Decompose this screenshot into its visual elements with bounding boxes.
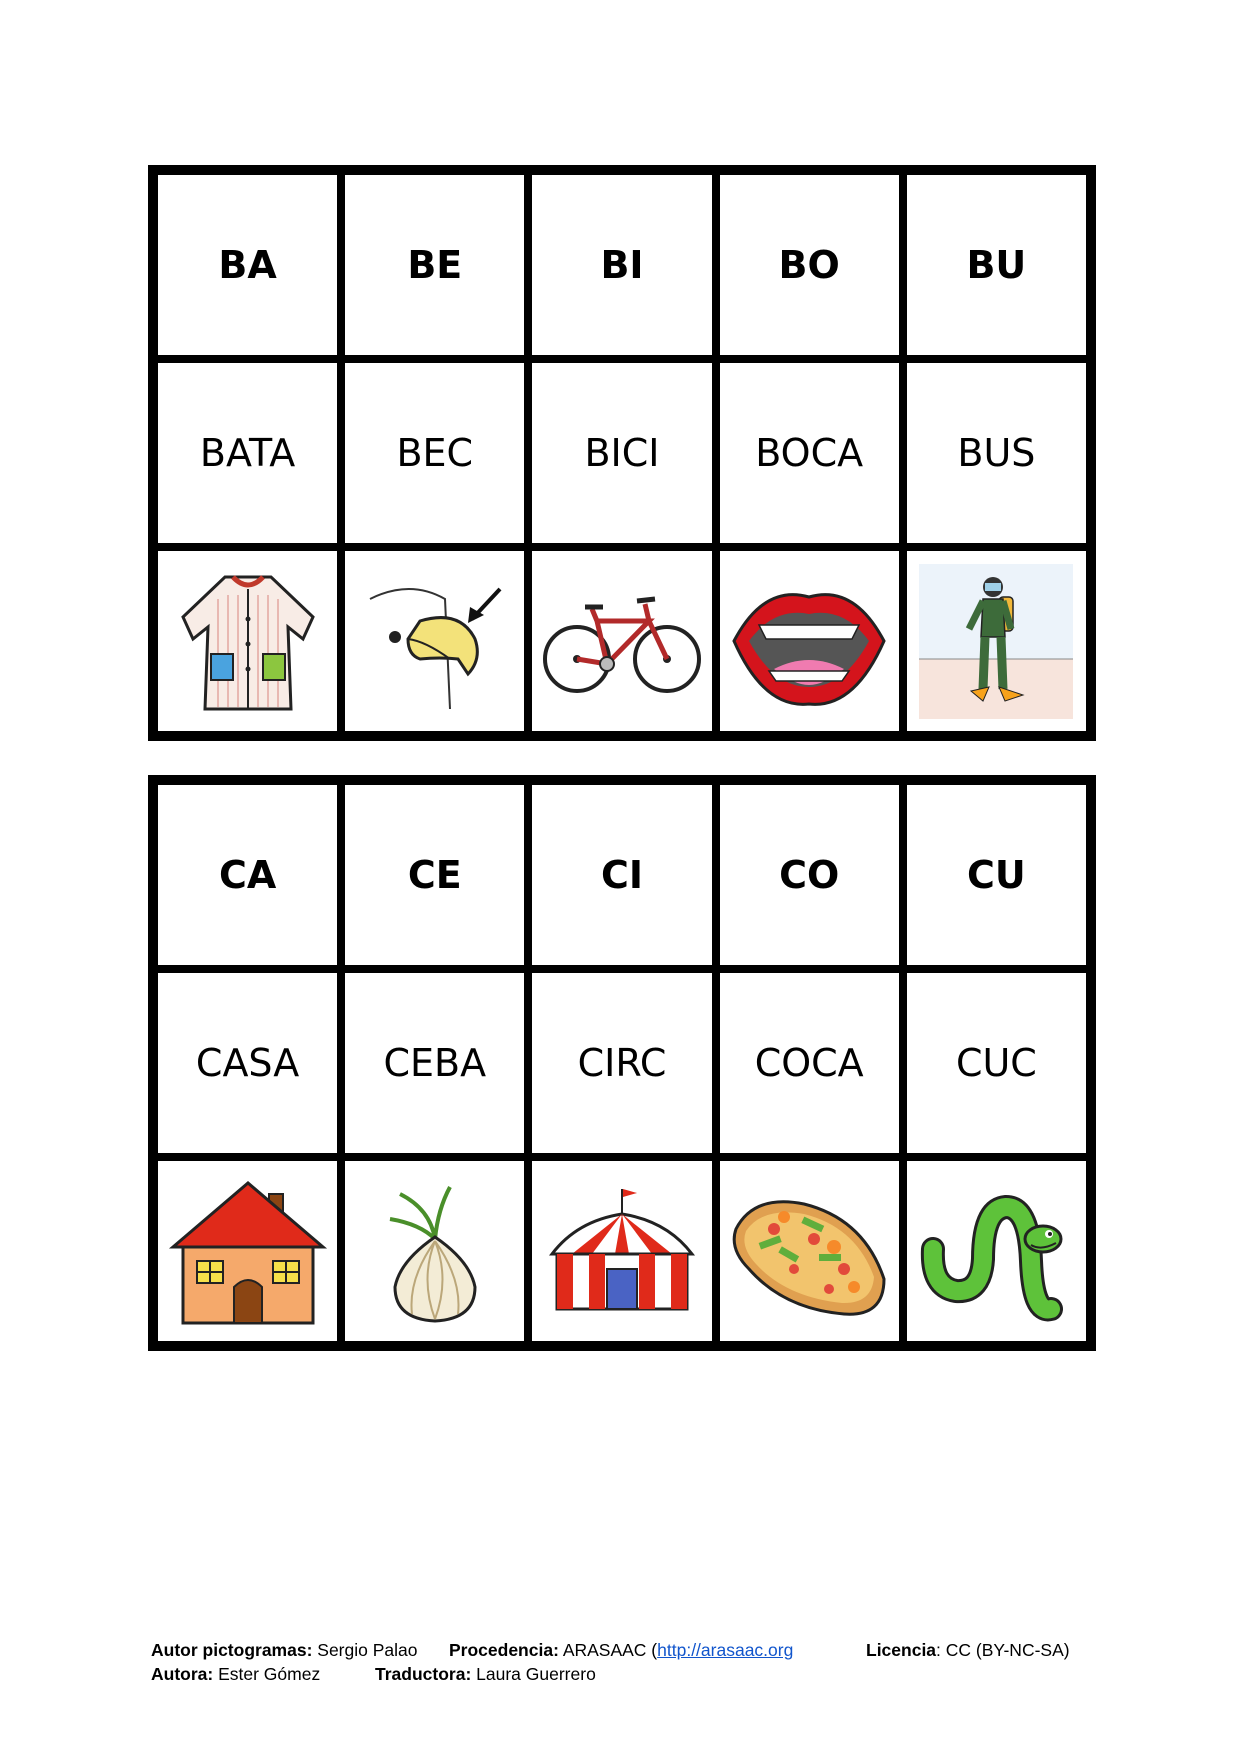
syllable-bi: BI: [600, 243, 644, 287]
picture-cell: [716, 547, 903, 735]
traductora-value: Laura Guerrero: [476, 1664, 596, 1684]
word-cell: [154, 359, 341, 547]
word-casa: CASA: [195, 1041, 300, 1085]
word-bus: BUS: [957, 431, 1036, 475]
syllable-co: CO: [779, 853, 840, 897]
word-bici: BICI: [584, 431, 660, 475]
syllable-cell: [903, 781, 1090, 969]
procedencia-label: Procedencia:: [449, 1640, 559, 1660]
word-bec: BEC: [396, 431, 474, 475]
house-icon: [163, 1169, 333, 1334]
coca-pizza-icon: [724, 1169, 894, 1334]
word-cell: [528, 969, 715, 1157]
word-circ: CIRC: [577, 1041, 667, 1085]
diver-icon: [911, 559, 1081, 724]
circus-tent-icon: [537, 1169, 707, 1334]
syllable-cell: [716, 171, 903, 359]
syllable-ce: CE: [407, 853, 462, 897]
word-bata: BATA: [199, 431, 296, 475]
word-cell: [716, 359, 903, 547]
autora-value: Ester Gómez: [218, 1664, 321, 1684]
word-cell: [903, 969, 1090, 1157]
syllable-cell: [154, 781, 341, 969]
syllable-ca: CA: [218, 853, 277, 897]
arasaac-link[interactable]: http://arasaac.org: [657, 1640, 794, 1660]
picture-cell: [154, 547, 341, 735]
word-coca: COCA: [754, 1041, 864, 1085]
word-cell: [341, 359, 528, 547]
syllable-cell: [528, 171, 715, 359]
onion-icon: [350, 1169, 520, 1334]
syllable-bu: BU: [966, 243, 1027, 287]
word-cell: [154, 969, 341, 1157]
syllable-cell: [528, 781, 715, 969]
picture-cell: [341, 547, 528, 735]
picture-cell: [528, 547, 715, 735]
traductora-label: Traductora:: [375, 1664, 472, 1684]
licencia-value: : CC (BY-NC-SA): [936, 1640, 1070, 1660]
word-boca: BOCA: [755, 431, 864, 475]
picture-cell: [154, 1157, 341, 1345]
smock-icon: [163, 559, 333, 724]
bicycle-icon: [537, 559, 707, 724]
word-cell: [341, 969, 528, 1157]
syllable-cu: CU: [967, 853, 1026, 897]
beak-icon: [350, 559, 520, 724]
picture-cell: [903, 547, 1090, 735]
autora-label: Autora:: [151, 1664, 214, 1684]
autor-value: Sergio Palao: [317, 1640, 418, 1660]
syllable-cell: [903, 171, 1090, 359]
word-cuc: CUC: [955, 1041, 1037, 1085]
word-cell: [716, 969, 903, 1157]
licencia-label: Licencia: [866, 1640, 937, 1660]
syllable-ci: CI: [600, 853, 643, 897]
picture-cell: [903, 1157, 1090, 1345]
word-cell: [903, 359, 1090, 547]
syllable-be: BE: [407, 243, 463, 287]
syllable-cell: [341, 171, 528, 359]
syllable-cell: [716, 781, 903, 969]
mouth-icon: [724, 559, 894, 724]
syllable-cell: [341, 781, 528, 969]
picture-cell: [341, 1157, 528, 1345]
syllable-card-grid-c: [148, 775, 1096, 1351]
procedencia-value: ARASAAC (: [562, 1640, 658, 1660]
word-cell: [528, 359, 715, 547]
syllable-bo: BO: [778, 243, 840, 287]
syllable-cell: [154, 171, 341, 359]
worm-icon: [911, 1169, 1081, 1334]
syllable-card-grid-b: [148, 165, 1096, 741]
autor-label: Autor pictogramas:: [151, 1640, 313, 1660]
syllable-ba: BA: [218, 243, 277, 287]
word-ceba: CEBA: [383, 1041, 487, 1085]
picture-cell: [528, 1157, 715, 1345]
picture-cell: [716, 1157, 903, 1345]
